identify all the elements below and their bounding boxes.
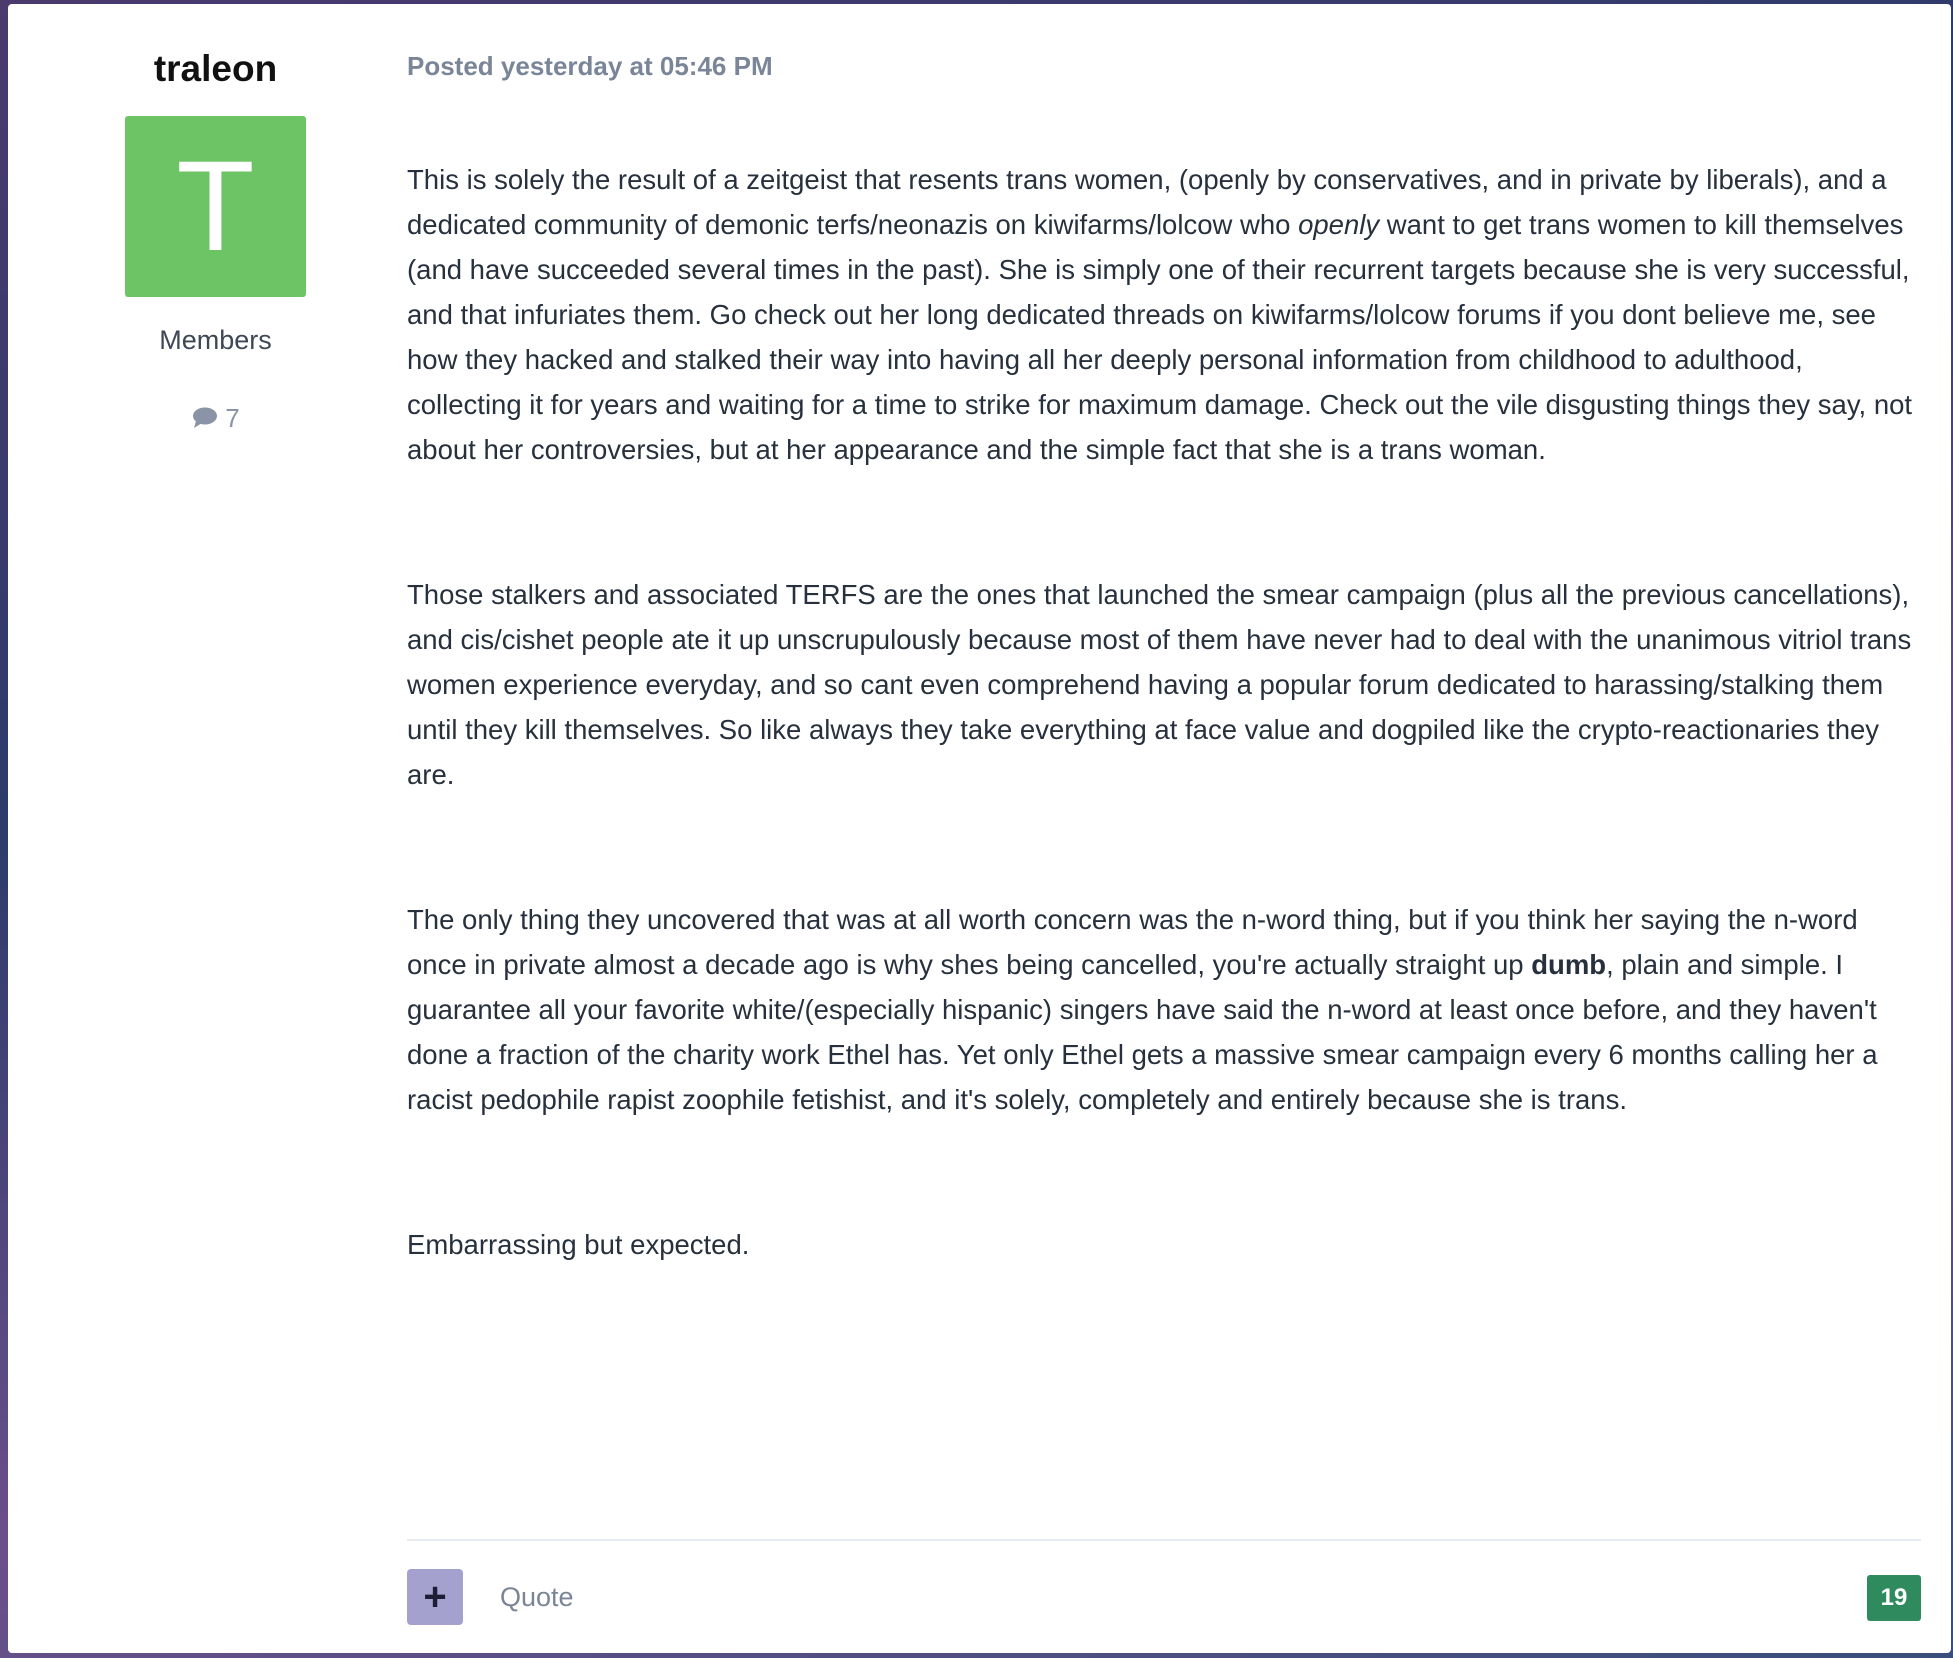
- bold-text: dumb: [1531, 949, 1607, 980]
- post-actions: [407, 1569, 1921, 1625]
- reputation-badge[interactable]: 19: [1867, 1575, 1921, 1621]
- author-name[interactable]: traleon: [153, 48, 278, 89]
- add-reaction-button[interactable]: +: [407, 1569, 463, 1625]
- post-paragraph: Those stalkers and associated TERFS are the ones that launched the smear campaign (plus all the previous cancellations), and cis/cishet people ate it up unscrupulously because most of them have never had to deal with the unanimous vitriol trans women experience everyday, and so cant even comprehend having a popular forum dedicated to harassing/stalking them until they kill themselves. So like always they take everything at face value and dogpiled like the crypto-reactionaries they are.: [407, 579, 1912, 790]
- post-timestamp[interactable]: Posted yesterday at 05:46 PM: [407, 51, 773, 81]
- avatar-letter: T: [176, 134, 255, 278]
- paragraph-text: want to get trans women to kill themselves (and have succeeded several times in the past). She is simply one of their recurrent targets because she is very successful, and that infuriates them. Go check out her long dedicated threads on kiwifarms/lolcow forums if you dont believe me, see how they hacked and stalked their way into having all her deeply personal information from childhood to adulthood, collecting it for years and waiting for a time to strike for maximum damage. Check out the vile disgusting things they say, not about her controversies, but at her appearance and the simple fact that she is a trans woman.: [407, 209, 1913, 465]
- avatar[interactable]: [125, 116, 306, 297]
- divider: [407, 1539, 1921, 1541]
- post-card: [8, 4, 1951, 1653]
- post-body: [407, 157, 1921, 1267]
- post-count-value: 7: [225, 403, 240, 433]
- post-content: [407, 4, 1921, 1653]
- speech-bubble-icon: [191, 406, 219, 430]
- quote-button[interactable]: Quote: [500, 1582, 574, 1612]
- paragraph-text: This is solely the result of a zeitgeist that resents trans women, (openly by conservatives, and in private by liberals), and a dedicated community of demonic terfs/neonazis on kiwifarms/lolcow who: [407, 164, 1887, 240]
- paragraph-text: , plain and simple. I guarantee all your favorite white/(especially hispanic) singers have said the n-word at least once before, and they haven't done a fraction of the charity work Ethel has. Yet only Ethel gets a massive smear campaign every 6 months calling her a racist pedophile rapist zoophile fetishist, and it's solely, completely and entirely because she is trans.: [407, 949, 1878, 1115]
- post-paragraph: [407, 157, 1921, 472]
- post-paragraph: [407, 897, 1921, 1122]
- post-paragraph: Embarrassing but expected.: [407, 1229, 750, 1260]
- author-panel: [8, 4, 423, 1653]
- post-count: [8, 400, 423, 436]
- member-group: Members: [159, 325, 272, 355]
- emphasis-text: openly: [1298, 209, 1380, 240]
- paragraph-text: The only thing they uncovered that was at all worth concern was the n-word thing, but if you think her saying the n-word once in private almost a decade ago is why shes being cancelled, you're actually straight up: [407, 904, 1858, 980]
